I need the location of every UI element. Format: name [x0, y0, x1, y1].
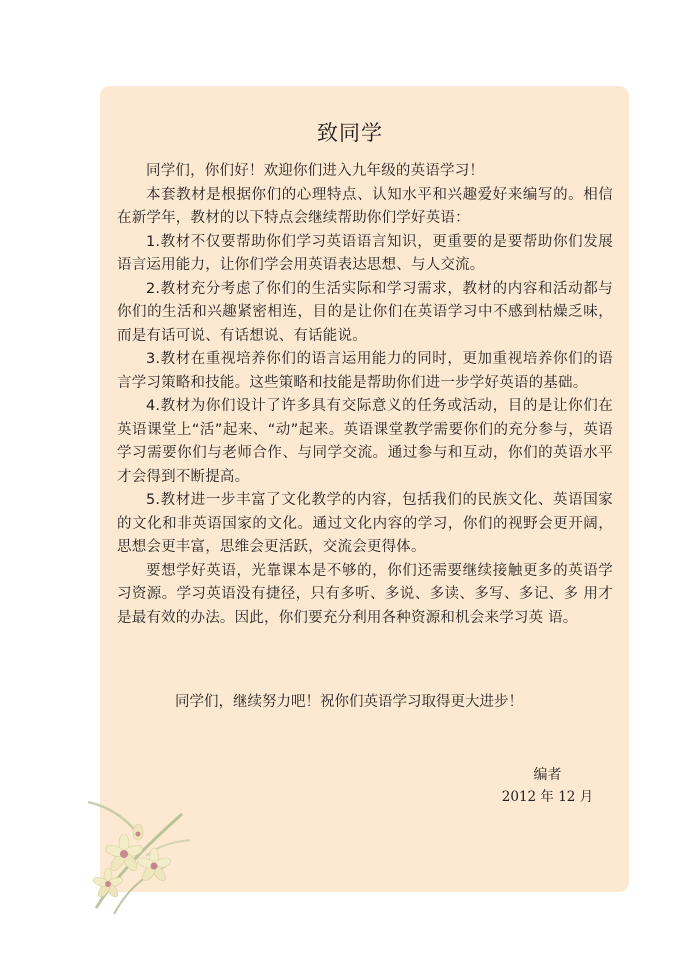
paragraph-point-4: 4.教材为你们设计了许多具有交际意义的任务或活动，目的是让你们在英语课堂上“活”起来、“动”起来。英语课堂教学需要你们的充分参与，英语学习需要你们与老师合作、与同学交流。通过参与和互动，你们的英语水平才会得到不断提高。: [117, 398, 613, 485]
paragraph-point-3: 3.教材在重视培养你们的语言运用能力的同时，更加重视培养你们的语言学习策略和技能。这些策略和技能是帮助你们进一步学好英语的基础。: [117, 351, 613, 391]
orchid-flower-icon: [86, 796, 206, 916]
signature: [500, 764, 595, 808]
letter-closing: 同学们，继续努力吧！祝你们英语学习取得更大进步！: [175, 694, 523, 710]
paragraph-greeting: 同学们，你们好！欢迎你们进入九年级的英语学习！: [146, 163, 485, 179]
paragraph-point-5: 5.教材进一步丰富了文化教学的内容，包括我们的民族文化、英语国家的文化和非英语国家的文化。通过文化内容的学习，你们的视野会更开阔，思想会更丰富，思维会更活跃，交流会更得体。: [117, 492, 613, 555]
signature-date: 2012 年 12 月: [501, 789, 594, 805]
paragraph-point-1: 1.教材不仅要帮助你们学习英语语言知识，更重要的是要帮助你们发展语言运用能力，让你们学会用英语表达思想、与人交流。: [117, 233, 613, 273]
paragraph-advice: 要想学好英语，光靠课本是不够的，你们还需要继续接触更多的英语学习资源。学习英语没有捷径，只有多听、多说、多读、多写、多记、多 用才是最有效的办法。因此，你们要充分利用各种资源和机会来学习英 语。: [117, 562, 613, 626]
letter-body: [117, 160, 613, 630]
paragraph-intro: 本套教材是根据你们的心理特点、认知水平和兴趣爱好来编写的。相信在新学年，教材的以下特点会继续帮助你们学好英语：: [117, 186, 613, 226]
paragraph-point-2: 2.教材充分考虑了你们的生活实际和学习需求，教材的内容和活动都与你们的生活和兴趣紧密相连，目的是让你们在英语学习中不感到枯燥乏味，而是有话可说、有话想说、有话能说。: [117, 280, 613, 344]
signature-author: 编者: [533, 767, 562, 783]
letter-title: 致同学: [317, 121, 383, 145]
